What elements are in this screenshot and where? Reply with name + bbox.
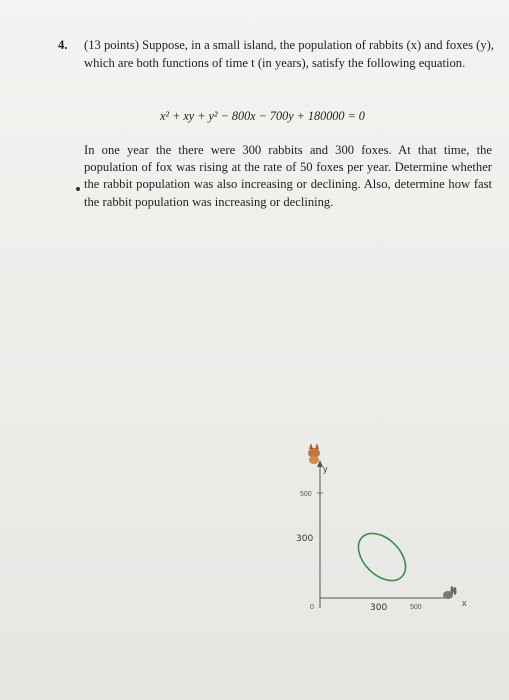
x-axis-label: x [462, 598, 467, 608]
y-tick-300: 300 [296, 534, 314, 544]
problem-number: 4. [58, 38, 68, 52]
problem-4 [58, 37, 494, 72]
fox-icon [308, 443, 320, 464]
origin-label: 0 [310, 604, 314, 611]
problem-paragraph: In one year the there were 300 rabbits and 300 foxes. At that time, the population of fox was rising at the rate of 50 foxes per year. Determine whether the rabbit population was also increasing or declining. Also, determine how fast the rabbit population was increasing or declining. [84, 143, 492, 209]
pen-mark [76, 187, 80, 191]
rabbit-icon [443, 586, 457, 599]
problem-intro: (13 points) Suppose, in a small island, the population of rabbits (x) and foxes (y), which are both functions of time t (in years), satisfy the following equation. [84, 38, 494, 70]
y-axis-label: y [323, 464, 328, 474]
x-tick-300: 300 [370, 603, 388, 613]
equation [160, 109, 420, 124]
population-graph [282, 440, 482, 620]
equation-text: x² + xy + y² − 800x − 700y + 180000 = 0 [160, 109, 365, 123]
population-curve [349, 524, 414, 589]
x-tick-500: 500 [410, 604, 422, 611]
y-tick-500: 500 [300, 491, 312, 498]
